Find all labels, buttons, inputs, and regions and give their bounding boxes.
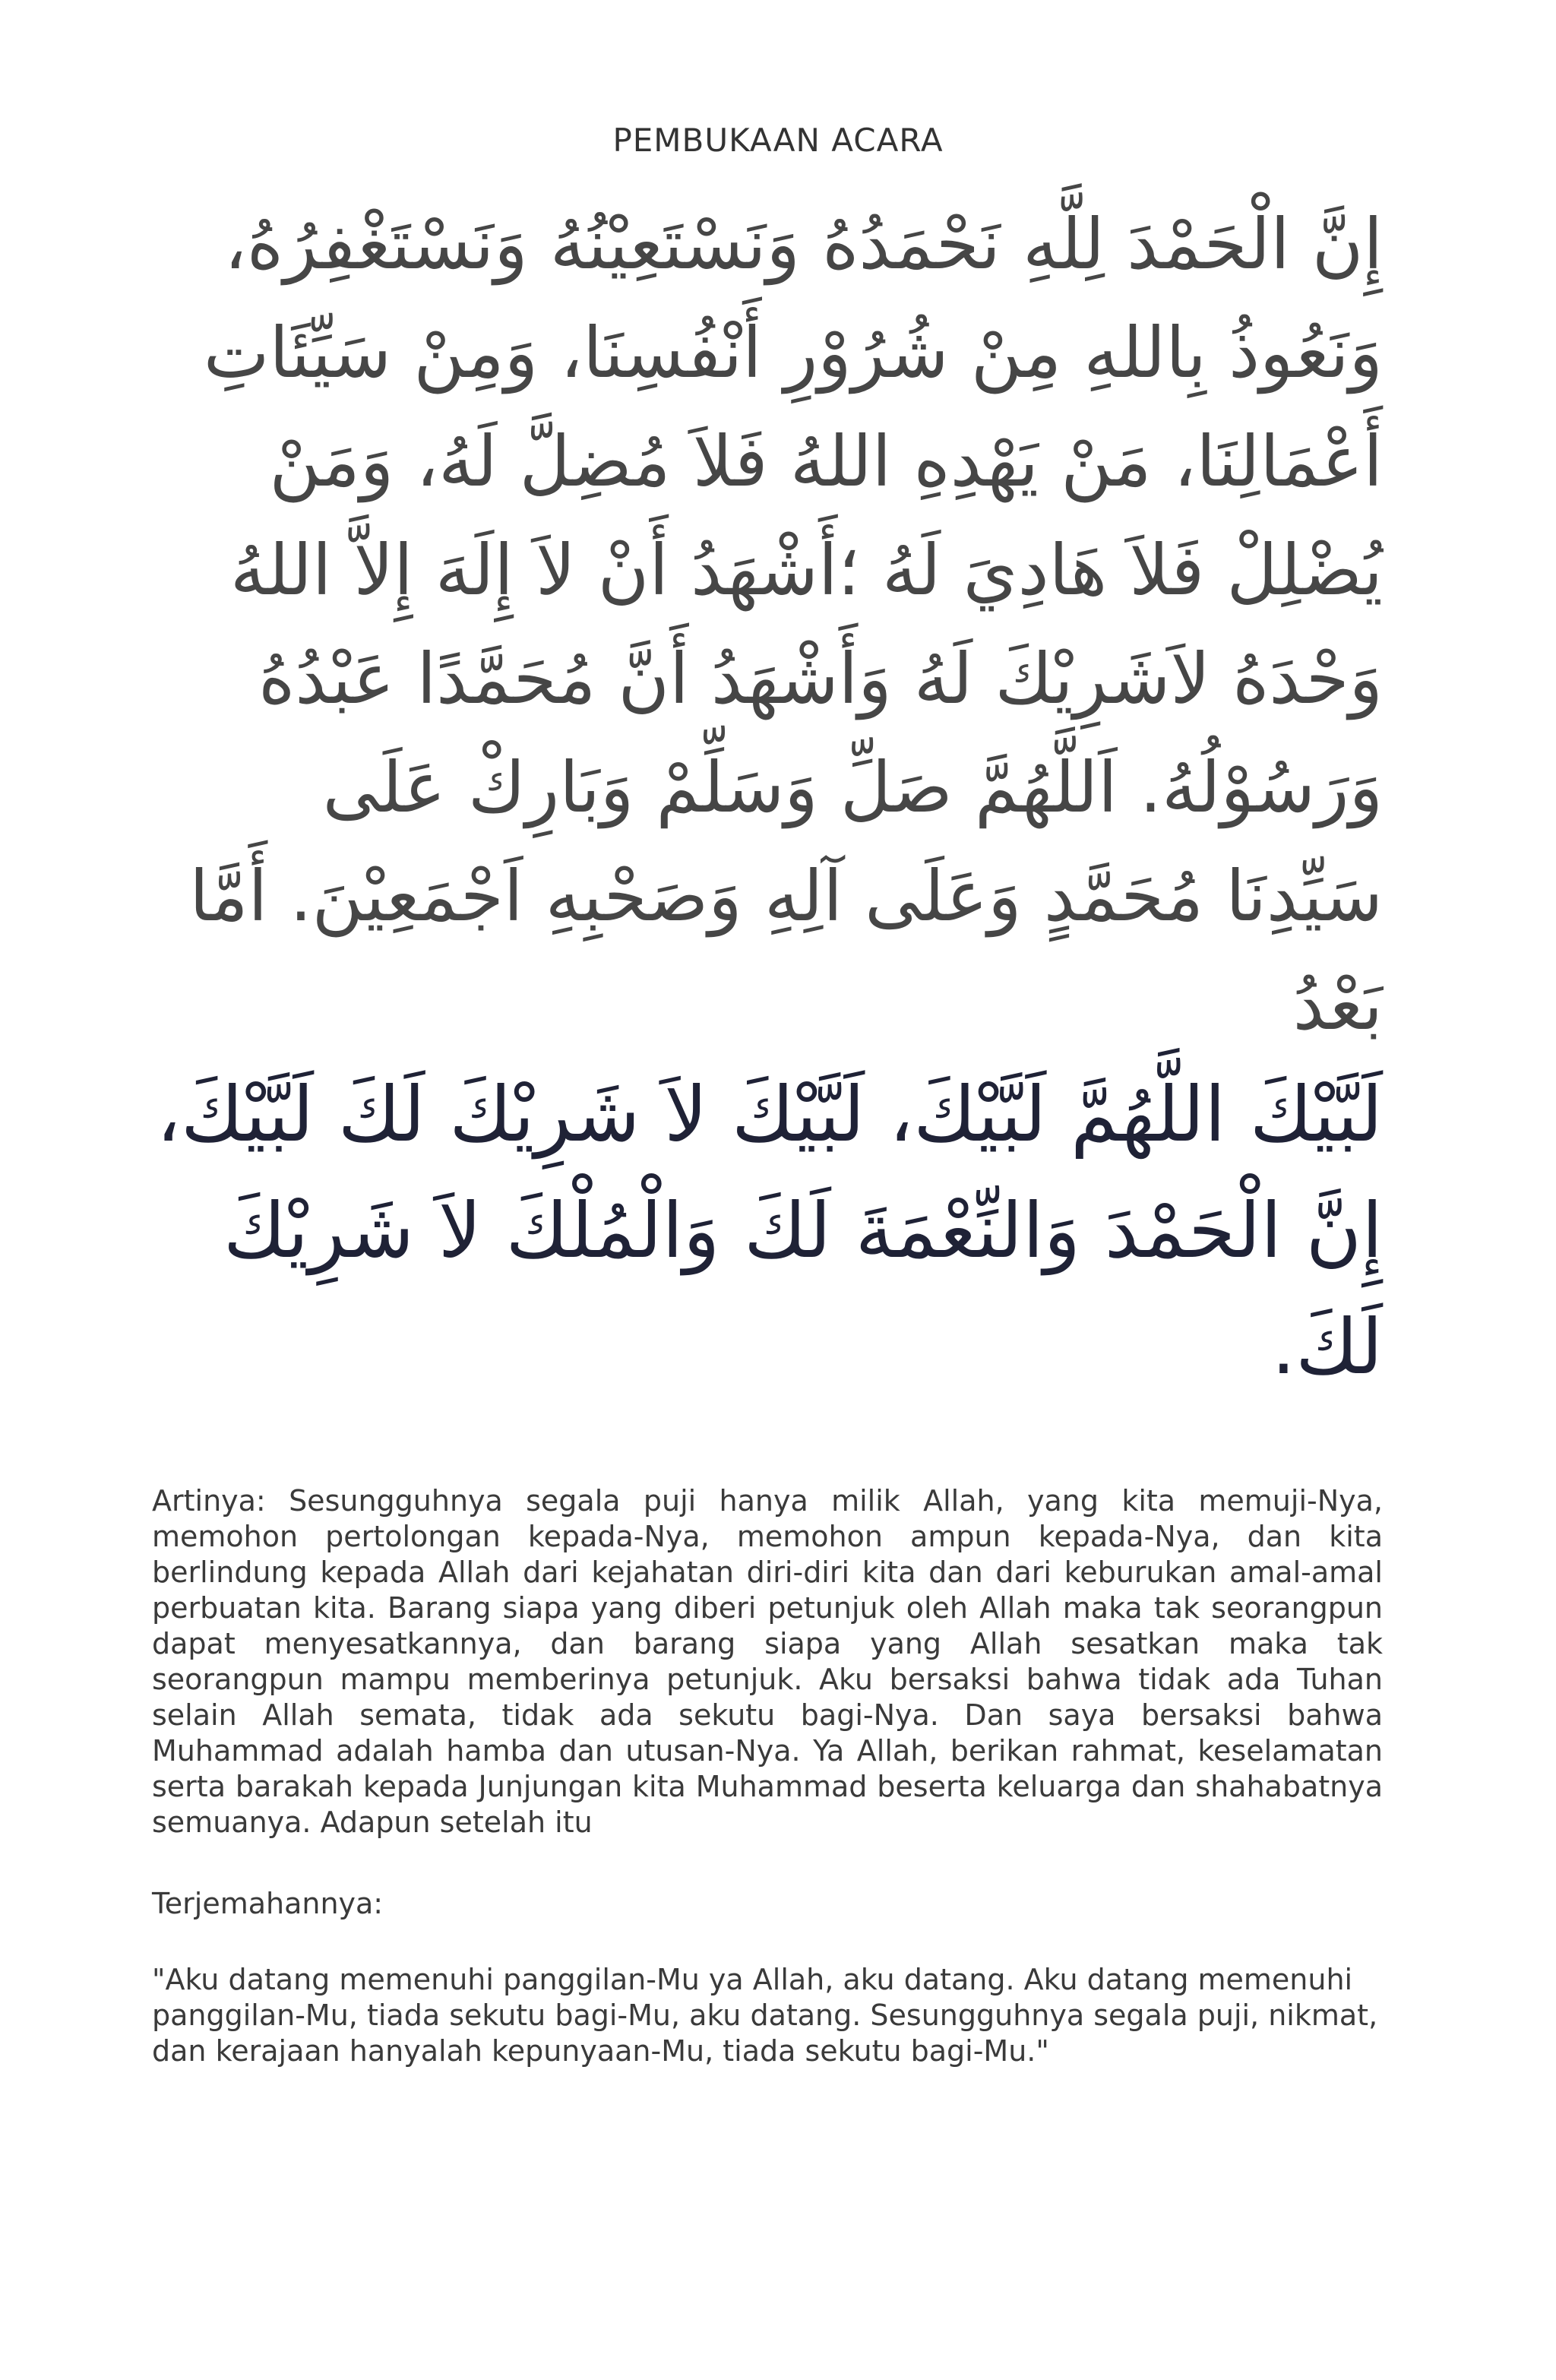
opening-prayer-line: وَنَعُوذُ بِاللهِ مِنْ شُرُوْرِ أَنْفُسِنَا، وَمِنْ سَيِّئَاتِ	[203, 312, 1383, 394]
opening-prayer-line: بَعْدُ	[1292, 964, 1383, 1046]
talbiyah-line: لَبَّيْكَ اللَّهُمَّ لَبَّيْكَ، لَبَّيْكَ لاَ شَرِيْكَ لَكَ لَبَّيْكَ،	[156, 1070, 1383, 1159]
opening-prayer-line: وَحْدَهُ لاَشَرِيْكَ لَهُ وَأَشْهَدُ أَنَّ مُحَمَّدًا عَبْدُهُ	[258, 638, 1383, 720]
opening-prayer-arabic	[152, 190, 1383, 1059]
translation-heading: Terjemahannya:	[152, 1887, 384, 1920]
page-title: PEMBUKAAN ACARA	[612, 122, 944, 159]
talbiyah-arabic	[152, 1056, 1383, 1405]
meaning-paragraph: Artinya: Sesungguhnya segala puji hanya milik Allah, yang kita memuji-Nya, memohon pertolongan kepada-Nya, memohon ampun kepada-Nya, dan kita berlindung kepada Allah dari kejahatan diri-diri kita dan dari keburukan amal-amal perbuatan kita. Barang siapa yang diberi petunjuk oleh Allah maka tak seorangpun dapat menyesatkannya, dan barang siapa yang Allah sesatkan maka tak seorangpun mampu memberinya petunjuk. Aku bersaksi bahwa tidak ada Tuhan selain Allah semata, tidak ada sekutu bagi-Nya. Dan saya bersaksi bahwa Muhammad adalah hamba dan utusan-Nya. Ya Allah, berikan rahmat, keselamatan serta barakah kepada Junjungan kita Muhammad beserta keluarga dan shahabatnya semuanya. Adapun setelah itu	[152, 1484, 1383, 1839]
talbiyah-line: لَكَ.	[1271, 1302, 1383, 1391]
translation-paragraph: "Aku datang memenuhi panggilan-Mu ya Allah, aku datang. Aku datang memenuhi panggilan-Mu, tiada sekutu bagi-Mu, aku datang. Sesungguhnya segala puji, nikmat, dan kerajaan hanyalah kepunyaan-Mu, tiada sekutu bagi-Mu."	[152, 1963, 1378, 2068]
opening-prayer-line: أَعْمَالِنَا، مَنْ يَهْدِهِ اللهُ فَلاَ مُضِلَّ لَهُ، وَمَنْ	[269, 421, 1383, 502]
opening-prayer-line: يُضْلِلْ فَلاَ هَادِيَ لَهُ ؛أَشْهَدُ أَنْ لاَ إِلَهَ إِلاَّ اللهُ	[230, 530, 1383, 611]
opening-prayer-line: وَرَسُوْلُهُ. اَللَّهُمَّ صَلِّ وَسَلِّمْ وَبَارِكْ عَلَى	[322, 747, 1383, 828]
opening-prayer-line: سَيِّدِنَا مُحَمَّدٍ وَعَلَى آلِهِ وَصَحْبِهِ اَجْمَعِيْنَ. أَمَّا	[189, 856, 1383, 937]
opening-prayer-line: إِنَّ الْحَمْدَ لِلَّهِ نَحْمَدُهُ وَنَسْتَعِيْنُهُ وَنَسْتَغْفِرُهُ،	[224, 204, 1383, 285]
talbiyah-line: إِنَّ الْحَمْدَ وَالنِّعْمَةَ لَكَ وَالْمُلْكَ لاَ شَرِيْكَ	[223, 1186, 1383, 1275]
